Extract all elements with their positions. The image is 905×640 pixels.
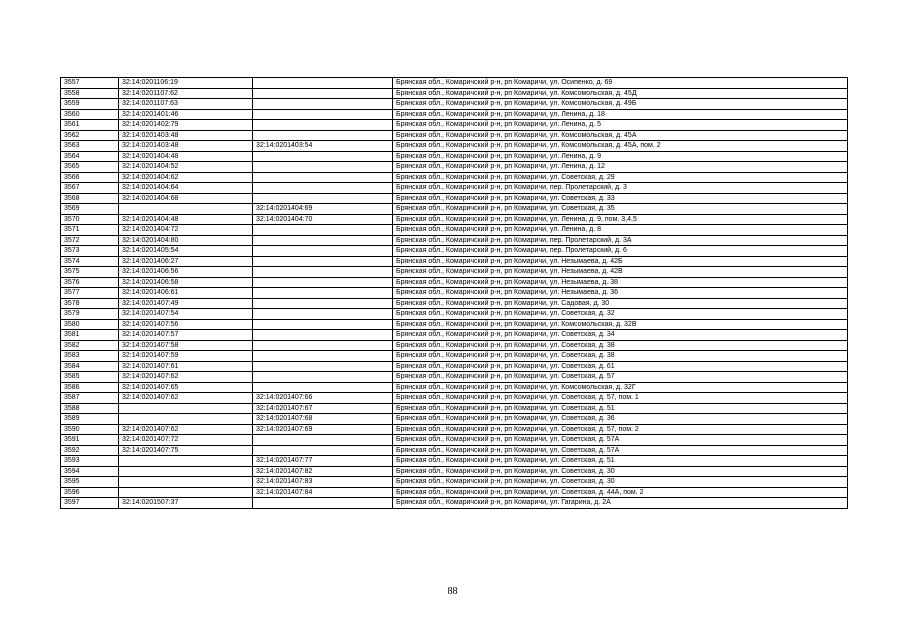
table-row [61, 372, 848, 383]
table-row [61, 487, 848, 498]
registry-table-body [61, 78, 848, 509]
related-cadastral-number-cell: 32:14:0201407:67 [253, 403, 393, 414]
address-cell: Брянская обл., Комаричский р-н, рп Комаричи, ул. Комсомольская, д. 32В [393, 319, 848, 330]
address-cell: Брянская обл., Комаричский р-н, рп Комаричи, пер. Пролетарский, д. 3 [393, 183, 848, 194]
cadastral-number-cell: 32:14:0201404:64 [119, 183, 253, 194]
address-cell: Брянская обл., Комаричский р-н, рп Комаричи, ул. Советская, д. 30 [393, 477, 848, 488]
related-cadastral-number-cell [253, 267, 393, 278]
table-row [61, 256, 848, 267]
address-cell: Брянская обл., Комаричский р-н, рп Комаричи, ул. Комсомольская, д. 49Б [393, 99, 848, 110]
cadastral-number-cell [119, 414, 253, 425]
row-number-cell: 3574 [61, 256, 119, 267]
row-number-cell: 3585 [61, 372, 119, 383]
address-cell: Брянская обл., Комаричский р-н, рп Комаричи, ул. Комсомольская, д. 45А, пом. 2 [393, 141, 848, 152]
address-cell: Брянская обл., Комаричский р-н, рп Комаричи, ул. Незымаева, д. 42Б [393, 256, 848, 267]
related-cadastral-number-cell: 32:14:0201407:77 [253, 456, 393, 467]
cadastral-number-cell: 32:14:0201407:57 [119, 330, 253, 341]
related-cadastral-number-cell [253, 319, 393, 330]
table-row [61, 435, 848, 446]
related-cadastral-number-cell [253, 130, 393, 141]
address-cell: Брянская обл., Комаричский р-н, рп Комаричи, пер. Пролетарский, д. 3А [393, 235, 848, 246]
cadastral-number-cell: 32:14:0201404:72 [119, 225, 253, 236]
related-cadastral-number-cell [253, 288, 393, 299]
cadastral-number-cell: 32:14:0201402:79 [119, 120, 253, 131]
cadastral-number-cell: 32:14:0201401:46 [119, 109, 253, 120]
table-row [61, 382, 848, 393]
table-row [61, 393, 848, 404]
related-cadastral-number-cell [253, 88, 393, 99]
related-cadastral-number-cell [253, 309, 393, 320]
table-row [61, 361, 848, 372]
property-registry-table [60, 77, 848, 509]
related-cadastral-number-cell [253, 330, 393, 341]
table-row [61, 498, 848, 509]
row-number-cell: 3563 [61, 141, 119, 152]
address-cell: Брянская обл., Комаричский р-н, рп Комаричи, ул. Советская, д. 51 [393, 456, 848, 467]
table-row [61, 235, 848, 246]
cadastral-number-cell: 32:14:0201106:19 [119, 78, 253, 89]
address-cell: Брянская обл., Комаричский р-н, рп Комаричи, ул. Советская, д. 57 [393, 372, 848, 383]
address-cell: Брянская обл., Комаричский р-н, рп Комаричи, ул. Советская, д. 57, пом. 1 [393, 393, 848, 404]
row-number-cell: 3565 [61, 162, 119, 173]
related-cadastral-number-cell [253, 435, 393, 446]
address-cell: Брянская обл., Комаричский р-н, рп Комаричи, ул. Советская, д. 34 [393, 330, 848, 341]
row-number-cell: 3592 [61, 445, 119, 456]
table-row [61, 193, 848, 204]
cadastral-number-cell: 32:14:0201404:68 [119, 193, 253, 204]
row-number-cell: 3572 [61, 235, 119, 246]
address-cell: Брянская обл., Комаричский р-н, рп Комаричи, ул. Советская, д. 51 [393, 403, 848, 414]
row-number-cell: 3562 [61, 130, 119, 141]
cadastral-number-cell: 32:14:0201407:72 [119, 435, 253, 446]
related-cadastral-number-cell [253, 193, 393, 204]
page-number: 88 [447, 586, 458, 597]
table-row [61, 414, 848, 425]
related-cadastral-number-cell: 32:14:0201407:83 [253, 477, 393, 488]
address-cell: Брянская обл., Комаричский р-н, рп Комаричи, ул. Ленина, д. 18 [393, 109, 848, 120]
cadastral-number-cell: 32:14:0201107:62 [119, 88, 253, 99]
cadastral-number-cell: 32:14:0201406:27 [119, 256, 253, 267]
address-cell: Брянская обл., Комаричский р-н, рп Комаричи, ул. Ленина, д. 9 [393, 151, 848, 162]
row-number-cell: 3578 [61, 298, 119, 309]
address-cell: Брянская обл., Комаричский р-н, рп Комаричи, ул. Советская, д. 44А, пом. 2 [393, 487, 848, 498]
row-number-cell: 3566 [61, 172, 119, 183]
row-number-cell: 3591 [61, 435, 119, 446]
row-number-cell: 3587 [61, 393, 119, 404]
table-row [61, 78, 848, 89]
related-cadastral-number-cell [253, 151, 393, 162]
cadastral-number-cell: 32:14:0201407:62 [119, 372, 253, 383]
related-cadastral-number-cell [253, 256, 393, 267]
row-number-cell: 3577 [61, 288, 119, 299]
table-row [61, 267, 848, 278]
cadastral-number-cell: 32:14:0201107:63 [119, 99, 253, 110]
related-cadastral-number-cell: 32:14:0201407:69 [253, 424, 393, 435]
table-row [61, 151, 848, 162]
table-row [61, 309, 848, 320]
table-row [61, 130, 848, 141]
table-row [61, 340, 848, 351]
address-cell: Брянская обл., Комаричский р-н, рп Комаричи, ул. Незымаева, д. 38 [393, 277, 848, 288]
related-cadastral-number-cell [253, 361, 393, 372]
related-cadastral-number-cell: 32:14:0201407:82 [253, 466, 393, 477]
related-cadastral-number-cell [253, 445, 393, 456]
related-cadastral-number-cell [253, 162, 393, 173]
cadastral-number-cell [119, 204, 253, 215]
row-number-cell: 3590 [61, 424, 119, 435]
cadastral-number-cell: 32:14:0201407:61 [119, 361, 253, 372]
related-cadastral-number-cell [253, 235, 393, 246]
related-cadastral-number-cell: 32:14:0201407:68 [253, 414, 393, 425]
row-number-cell: 3584 [61, 361, 119, 372]
cadastral-number-cell: 32:14:0201407:62 [119, 393, 253, 404]
related-cadastral-number-cell [253, 109, 393, 120]
table-row [61, 183, 848, 194]
related-cadastral-number-cell [253, 382, 393, 393]
row-number-cell: 3581 [61, 330, 119, 341]
related-cadastral-number-cell [253, 78, 393, 89]
related-cadastral-number-cell [253, 246, 393, 257]
address-cell: Брянская обл., Комаричский р-н, рп Комаричи, пер. Пролетарский, д. 6 [393, 246, 848, 257]
table-row [61, 172, 848, 183]
related-cadastral-number-cell [253, 372, 393, 383]
table-row [61, 477, 848, 488]
related-cadastral-number-cell [253, 183, 393, 194]
address-cell: Брянская обл., Комаричский р-н, рп Комаричи, ул. Комсомольская, д. 45Д [393, 88, 848, 99]
address-cell: Брянская обл., Комаричский р-н, рп Комаричи, ул. Осипенко, д. 69 [393, 78, 848, 89]
row-number-cell: 3576 [61, 277, 119, 288]
address-cell: Брянская обл., Комаричский р-н, рп Комаричи, ул. Советская, д. 38 [393, 351, 848, 362]
cadastral-number-cell: 32:14:0201407:56 [119, 319, 253, 330]
cadastral-number-cell: 32:14:0201407:54 [119, 309, 253, 320]
table-row [61, 225, 848, 236]
cadastral-number-cell: 32:14:0201404:48 [119, 151, 253, 162]
row-number-cell: 3567 [61, 183, 119, 194]
row-number-cell: 3570 [61, 214, 119, 225]
table-row [61, 466, 848, 477]
related-cadastral-number-cell [253, 277, 393, 288]
address-cell: Брянская обл., Комаричский р-н, рп Комаричи, ул. Советская, д. 29 [393, 172, 848, 183]
row-number-cell: 3582 [61, 340, 119, 351]
row-number-cell: 3568 [61, 193, 119, 204]
address-cell: Брянская обл., Комаричский р-н, рп Комаричи, ул. Гагарина, д. 2А [393, 498, 848, 509]
cadastral-number-cell [119, 477, 253, 488]
address-cell: Брянская обл., Комаричский р-н, рп Комаричи, ул. Садовая, д. 30 [393, 298, 848, 309]
row-number-cell: 3560 [61, 109, 119, 120]
cadastral-number-cell: 32:14:0201406:61 [119, 288, 253, 299]
cadastral-number-cell: 32:14:0201407:62 [119, 424, 253, 435]
table-row [61, 214, 848, 225]
table-row [61, 319, 848, 330]
address-cell: Брянская обл., Комаричский р-н, рп Комаричи, ул. Незымаева, д. 42В [393, 267, 848, 278]
related-cadastral-number-cell [253, 120, 393, 131]
related-cadastral-number-cell [253, 225, 393, 236]
row-number-cell: 3573 [61, 246, 119, 257]
row-number-cell: 3583 [61, 351, 119, 362]
cadastral-number-cell: 32:14:0201406:58 [119, 277, 253, 288]
cadastral-number-cell: 32:14:0201405:54 [119, 246, 253, 257]
row-number-cell: 3558 [61, 88, 119, 99]
related-cadastral-number-cell [253, 298, 393, 309]
cadastral-number-cell: 32:14:0201403:48 [119, 141, 253, 152]
related-cadastral-number-cell [253, 172, 393, 183]
related-cadastral-number-cell: 32:14:0201407:84 [253, 487, 393, 498]
address-cell: Брянская обл., Комаричский р-н, рп Комаричи, ул. Советская, д. 57А [393, 435, 848, 446]
row-number-cell: 3579 [61, 309, 119, 320]
address-cell: Брянская обл., Комаричский р-н, рп Комаричи, ул. Ленина, д. 9, пом. 3,4,5 [393, 214, 848, 225]
address-cell: Брянская обл., Комаричский р-н, рп Комаричи, ул. Ленина, д. 5 [393, 120, 848, 131]
related-cadastral-number-cell [253, 340, 393, 351]
related-cadastral-number-cell [253, 99, 393, 110]
cadastral-number-cell: 32:14:0201407:58 [119, 340, 253, 351]
table-row [61, 162, 848, 173]
address-cell: Брянская обл., Комаричский р-н, рп Комаричи, ул. Незымаева, д. 36 [393, 288, 848, 299]
address-cell: Брянская обл., Комаричский р-н, рп Комаричи, ул. Советская, д. 57А [393, 445, 848, 456]
row-number-cell: 3593 [61, 456, 119, 467]
cadastral-number-cell: 32:14:0201404:80 [119, 235, 253, 246]
address-cell: Брянская обл., Комаричский р-н, рп Комаричи, ул. Советская, д. 36 [393, 414, 848, 425]
cadastral-number-cell [119, 466, 253, 477]
related-cadastral-number-cell [253, 351, 393, 362]
table-row [61, 204, 848, 215]
related-cadastral-number-cell: 32:14:0201404:69 [253, 204, 393, 215]
row-number-cell: 3571 [61, 225, 119, 236]
cadastral-number-cell [119, 456, 253, 467]
cadastral-number-cell: 32:14:0201407:49 [119, 298, 253, 309]
address-cell: Брянская обл., Комаричский р-н, рп Комаричи, ул. Советская, д. 57, пом. 2 [393, 424, 848, 435]
table-row [61, 445, 848, 456]
table-row [61, 277, 848, 288]
table-row [61, 99, 848, 110]
cadastral-number-cell: 32:14:0201407:65 [119, 382, 253, 393]
table-row [61, 351, 848, 362]
table-row [61, 288, 848, 299]
table-row [61, 109, 848, 120]
row-number-cell: 3594 [61, 466, 119, 477]
cadastral-number-cell: 32:14:0201403:48 [119, 130, 253, 141]
row-number-cell: 3586 [61, 382, 119, 393]
cadastral-number-cell: 32:14:0201404:48 [119, 214, 253, 225]
row-number-cell: 3597 [61, 498, 119, 509]
row-number-cell: 3564 [61, 151, 119, 162]
address-cell: Брянская обл., Комаричский р-н, рп Комаричи, ул. Комсомольская, д. 45А [393, 130, 848, 141]
row-number-cell: 3575 [61, 267, 119, 278]
row-number-cell: 3557 [61, 78, 119, 89]
cadastral-number-cell: 32:14:0201404:62 [119, 172, 253, 183]
cadastral-number-cell: 32:14:0201407:75 [119, 445, 253, 456]
table-row [61, 403, 848, 414]
related-cadastral-number-cell: 32:14:0201403:54 [253, 141, 393, 152]
cadastral-number-cell: 32:14:0201404:52 [119, 162, 253, 173]
address-cell: Брянская обл., Комаричский р-н, рп Комаричи, ул. Советская, д. 61 [393, 361, 848, 372]
address-cell: Брянская обл., Комаричский р-н, рп Комаричи, ул. Советская, д. 33 [393, 193, 848, 204]
related-cadastral-number-cell: 32:14:0201404:70 [253, 214, 393, 225]
cadastral-number-cell: 32:14:0201406:56 [119, 267, 253, 278]
address-cell: Брянская обл., Комаричский р-н, рп Комаричи, ул. Комсомольская, д. 32Г [393, 382, 848, 393]
address-cell: Брянская обл., Комаричский р-н, рп Комаричи, ул. Советская, д. 30 [393, 466, 848, 477]
address-cell: Брянская обл., Комаричский р-н, рп Комаричи, ул. Ленина, д. 8 [393, 225, 848, 236]
row-number-cell: 3580 [61, 319, 119, 330]
table-row [61, 141, 848, 152]
row-number-cell: 3569 [61, 204, 119, 215]
row-number-cell: 3589 [61, 414, 119, 425]
cadastral-number-cell [119, 487, 253, 498]
row-number-cell: 3596 [61, 487, 119, 498]
row-number-cell: 3559 [61, 99, 119, 110]
cadastral-number-cell: 32:14:0201407:59 [119, 351, 253, 362]
related-cadastral-number-cell: 32:14:0201407:66 [253, 393, 393, 404]
address-cell: Брянская обл., Комаричский р-н, рп Комаричи, ул. Советская, д. 35 [393, 204, 848, 215]
row-number-cell: 3595 [61, 477, 119, 488]
related-cadastral-number-cell [253, 498, 393, 509]
table-row [61, 246, 848, 257]
cadastral-number-cell: 32:14:0201507:37 [119, 498, 253, 509]
table-row [61, 424, 848, 435]
row-number-cell: 3588 [61, 403, 119, 414]
table-row [61, 298, 848, 309]
address-cell: Брянская обл., Комаричский р-н, рп Комаричи, ул. Советская, д. 32 [393, 309, 848, 320]
cadastral-number-cell [119, 403, 253, 414]
table-row [61, 120, 848, 131]
table-row [61, 456, 848, 467]
row-number-cell: 3561 [61, 120, 119, 131]
table-row [61, 88, 848, 99]
table-row [61, 330, 848, 341]
address-cell: Брянская обл., Комаричский р-н, рп Комаричи, ул. Советская, д. 38 [393, 340, 848, 351]
address-cell: Брянская обл., Комаричский р-н, рп Комаричи, ул. Ленина, д. 12 [393, 162, 848, 173]
